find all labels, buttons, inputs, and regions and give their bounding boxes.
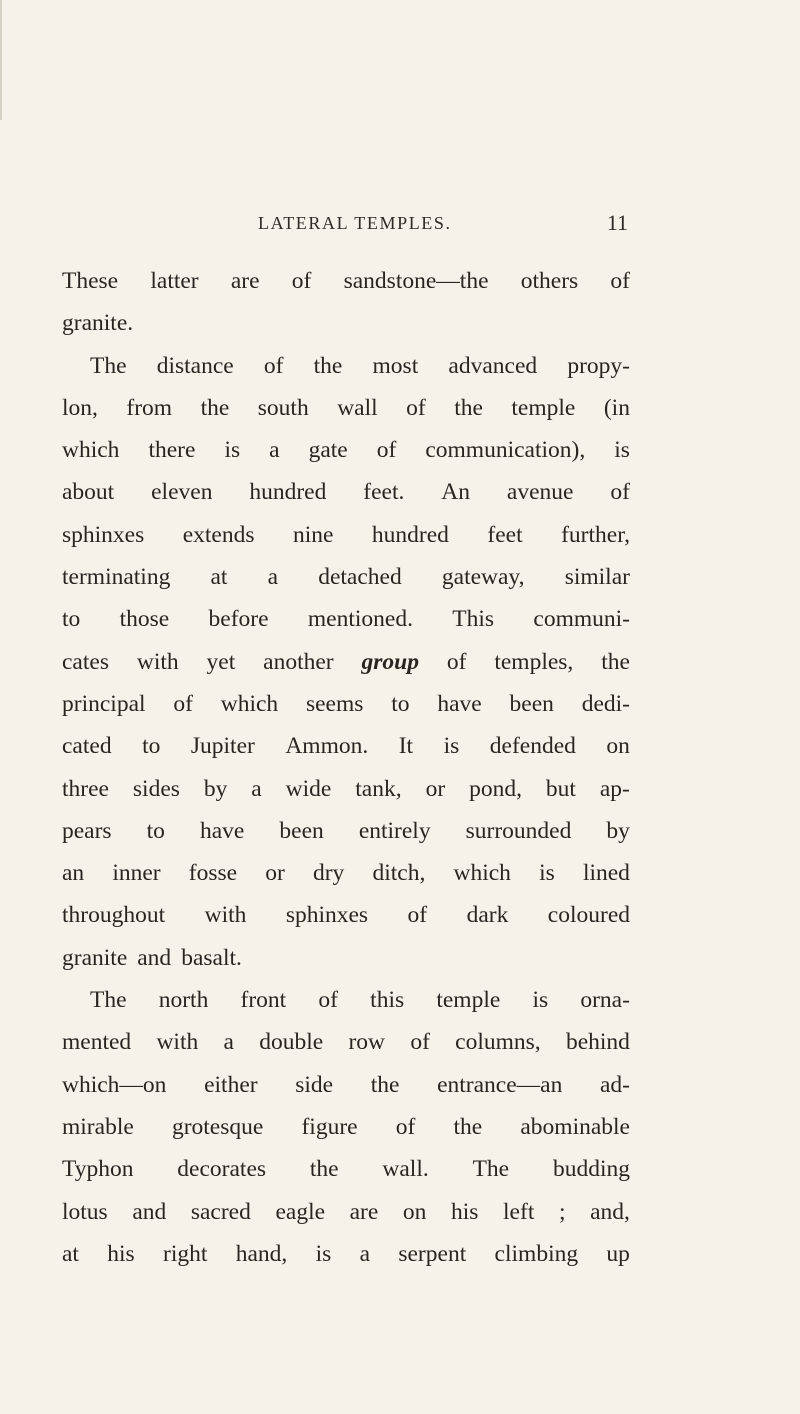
word: Ammon. xyxy=(285,733,369,760)
word: surrounded xyxy=(465,817,572,844)
word: decorates xyxy=(177,1156,267,1183)
word: temple xyxy=(436,987,501,1014)
word: pears xyxy=(62,817,112,844)
word: Jupiter xyxy=(190,733,255,760)
word: mentioned. xyxy=(307,606,413,633)
word: of xyxy=(407,902,428,929)
word: grotesque xyxy=(171,1113,264,1140)
word: dry xyxy=(312,860,345,887)
word: sacred xyxy=(190,1198,251,1225)
word: about xyxy=(62,479,115,506)
word: pond, xyxy=(469,775,522,802)
word: those xyxy=(119,606,170,633)
word: with xyxy=(136,648,179,675)
word: an xyxy=(62,860,85,887)
word: budding xyxy=(552,1156,630,1183)
word: others xyxy=(520,268,579,294)
word: lon, xyxy=(62,394,98,421)
word: further, xyxy=(561,521,630,548)
word: are xyxy=(230,268,260,294)
word: similar xyxy=(564,564,630,591)
word: gate xyxy=(308,437,348,464)
word: the xyxy=(601,648,630,675)
running-head-title: LATERAL TEMPLES. xyxy=(258,213,452,233)
word: principal xyxy=(62,690,146,717)
text-line xyxy=(62,768,630,810)
text-line xyxy=(62,641,630,683)
word: ; xyxy=(558,1198,566,1225)
word: and, xyxy=(590,1198,630,1225)
word: a xyxy=(251,775,262,802)
word: gateway, xyxy=(441,564,525,591)
word: basalt. xyxy=(181,944,242,971)
word: seems xyxy=(305,690,364,717)
word: is xyxy=(539,860,555,887)
text-line xyxy=(62,852,630,894)
word: south xyxy=(257,394,309,421)
word: have xyxy=(199,817,245,844)
word: been xyxy=(279,817,324,844)
word: wall. xyxy=(382,1156,429,1183)
word: but xyxy=(545,775,576,802)
word: north xyxy=(158,987,209,1014)
word: a xyxy=(269,437,280,464)
word: a xyxy=(223,1029,234,1056)
text-line xyxy=(62,302,630,344)
page-edge-line xyxy=(0,0,2,120)
word: left xyxy=(503,1198,535,1225)
word: of xyxy=(410,1029,430,1056)
word: by xyxy=(203,775,228,802)
text-line xyxy=(62,1064,630,1106)
word: either xyxy=(204,1071,258,1098)
word: before xyxy=(208,606,269,633)
word: sandstone—the xyxy=(343,268,489,294)
word: The xyxy=(90,987,127,1014)
word: the xyxy=(200,394,230,421)
word: of xyxy=(395,1113,416,1140)
word: and xyxy=(137,944,172,971)
word: which xyxy=(62,437,120,464)
word: on xyxy=(402,1198,427,1225)
word: fosse xyxy=(188,860,238,887)
text-line xyxy=(62,979,630,1021)
word: or xyxy=(265,860,285,887)
word: entrance—an xyxy=(437,1071,563,1098)
text-line xyxy=(62,1148,630,1190)
text-line xyxy=(62,725,630,767)
word: sphinxes xyxy=(62,521,145,548)
word: feet. xyxy=(363,479,405,506)
word: which—on xyxy=(62,1071,167,1098)
word: temple xyxy=(511,394,576,421)
word: is xyxy=(532,987,549,1014)
word: a xyxy=(359,1240,371,1267)
word: there xyxy=(148,437,196,464)
word: behind xyxy=(565,1029,630,1056)
word: sides xyxy=(132,775,180,802)
word: three xyxy=(62,775,109,802)
word: from xyxy=(126,394,173,421)
page-number: 11 xyxy=(606,210,628,235)
word: nine xyxy=(292,521,334,548)
word: by xyxy=(606,817,630,844)
word: his xyxy=(107,1240,135,1267)
text-line xyxy=(62,345,630,387)
word: columns, xyxy=(455,1029,541,1056)
word: of xyxy=(291,268,312,294)
word: wide xyxy=(285,775,332,802)
word: the xyxy=(453,1113,483,1140)
word: It xyxy=(398,733,414,760)
text-line xyxy=(62,937,630,979)
word: at xyxy=(210,564,228,591)
word: of xyxy=(318,987,338,1014)
word: mirable xyxy=(62,1113,134,1140)
word: front xyxy=(240,987,287,1014)
word: dedi- xyxy=(581,690,630,717)
word: ap- xyxy=(599,775,630,802)
word: his xyxy=(451,1198,479,1225)
word: or xyxy=(425,775,446,802)
word: at xyxy=(62,1240,79,1267)
word: mented xyxy=(62,1029,132,1056)
word: ad- xyxy=(599,1071,630,1098)
word: avenue xyxy=(506,479,574,506)
word: up xyxy=(606,1240,630,1267)
word: the xyxy=(454,394,483,421)
word: These xyxy=(62,268,119,294)
word: eleven xyxy=(151,479,213,506)
word: is xyxy=(614,437,630,464)
word: propy- xyxy=(567,352,630,379)
word: terminating xyxy=(62,564,171,591)
word: Typhon xyxy=(62,1156,134,1183)
word: granite. xyxy=(62,310,134,337)
word: on xyxy=(606,733,630,760)
word: wall xyxy=(337,394,378,421)
word: hand, xyxy=(235,1240,288,1267)
word: cated xyxy=(62,733,112,760)
word: cates xyxy=(62,648,109,675)
word: entirely xyxy=(358,817,431,844)
word: with xyxy=(204,902,247,929)
word: group xyxy=(361,648,419,675)
word: of xyxy=(376,437,397,464)
word: to xyxy=(62,606,81,633)
word: side xyxy=(295,1071,334,1098)
text-line xyxy=(62,471,630,513)
word: extends xyxy=(182,521,255,548)
word: this xyxy=(370,987,405,1014)
word: with xyxy=(156,1029,199,1056)
word: of xyxy=(446,648,467,675)
text-line xyxy=(62,1233,630,1275)
word: abominable xyxy=(520,1113,630,1140)
word: yet xyxy=(206,648,236,675)
word: to xyxy=(391,690,410,717)
word: An xyxy=(441,479,471,506)
word: ditch, xyxy=(372,860,426,887)
word: tank, xyxy=(355,775,402,802)
word: (in xyxy=(603,394,630,421)
word: a xyxy=(267,564,279,591)
word: of xyxy=(406,394,426,421)
word: which xyxy=(220,690,279,717)
word: of xyxy=(610,268,630,294)
word: of xyxy=(610,479,630,506)
text-line xyxy=(62,556,630,598)
word: coloured xyxy=(547,902,630,929)
word: which xyxy=(453,860,511,887)
word: to xyxy=(146,817,165,844)
word: communi- xyxy=(533,606,630,633)
word: are xyxy=(349,1198,379,1225)
word: lined xyxy=(582,860,630,887)
word: The xyxy=(90,352,127,379)
word: advanced xyxy=(448,352,538,379)
word: inner xyxy=(112,860,161,887)
word: the xyxy=(370,1071,400,1098)
word: and xyxy=(132,1198,167,1225)
text-line xyxy=(62,1106,630,1148)
word: communication), xyxy=(425,437,586,464)
text-line xyxy=(62,514,630,556)
word: another xyxy=(263,648,334,675)
word: The xyxy=(472,1156,510,1183)
word: right xyxy=(163,1240,208,1267)
word: throughout xyxy=(62,902,166,929)
text-line xyxy=(62,1191,630,1233)
running-head xyxy=(258,205,628,245)
word: defended xyxy=(489,733,576,760)
word: most xyxy=(372,352,419,379)
word: dark xyxy=(466,902,509,929)
word: have xyxy=(437,690,482,717)
body-text xyxy=(62,260,630,1275)
word: climbing xyxy=(494,1240,579,1267)
text-line xyxy=(62,810,630,852)
word: is xyxy=(224,437,241,464)
word: feet xyxy=(487,521,523,548)
word: eagle xyxy=(275,1198,326,1225)
text-line xyxy=(62,1021,630,1063)
word: sphinxes xyxy=(285,902,369,929)
word: is xyxy=(315,1240,332,1267)
word: the xyxy=(313,352,343,379)
word: the xyxy=(309,1156,339,1183)
text-line xyxy=(62,260,630,302)
text-line xyxy=(62,429,630,471)
word: is xyxy=(443,733,460,760)
text-line xyxy=(62,598,630,640)
word: detached xyxy=(318,564,402,591)
word: granite xyxy=(62,944,128,971)
word: This xyxy=(452,606,495,633)
word: distance xyxy=(156,352,234,379)
word: to xyxy=(142,733,161,760)
word: of xyxy=(263,352,284,379)
text-line xyxy=(62,387,630,429)
word: hundred xyxy=(371,521,449,548)
word: figure xyxy=(301,1113,358,1140)
word: temples, xyxy=(494,648,574,675)
word: double xyxy=(259,1029,324,1056)
text-line xyxy=(62,683,630,725)
word: latter xyxy=(150,268,199,294)
word: row xyxy=(348,1029,386,1056)
word: serpent xyxy=(398,1240,467,1267)
word: lotus xyxy=(62,1198,108,1225)
word: been xyxy=(509,690,554,717)
word: hundred xyxy=(249,479,327,506)
word: of xyxy=(173,690,193,717)
word: orna- xyxy=(580,987,630,1014)
text-line xyxy=(62,894,630,936)
